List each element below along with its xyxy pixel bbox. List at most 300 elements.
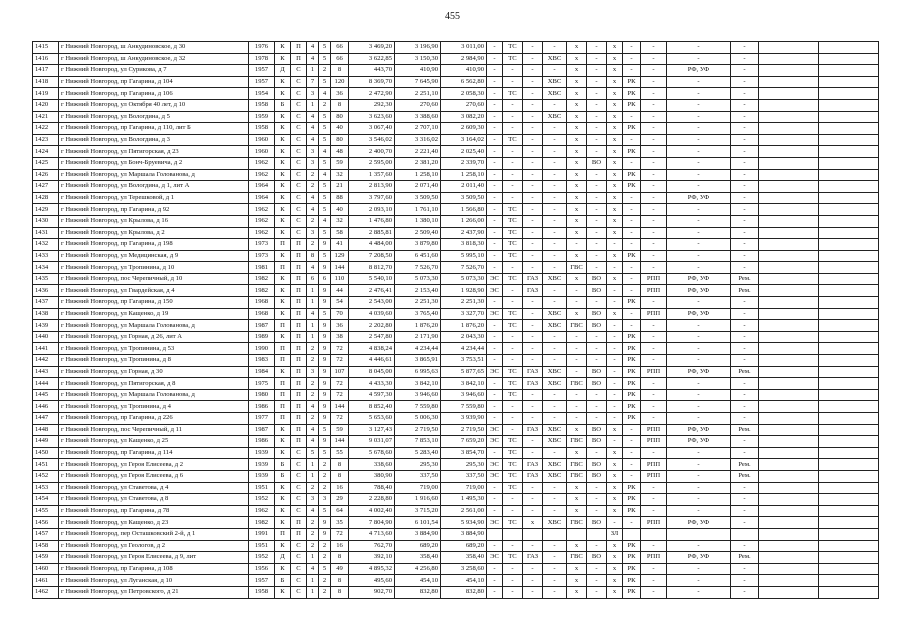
table-cell: ЭС [487,459,503,471]
table-cell: - [567,331,587,343]
address-cell: г Нижний Новгород, ул Героя Елисеева, д 6 [59,470,249,482]
table-cell: - [487,204,503,216]
table-cell: 9 [319,436,331,448]
table-cell: 2 472,90 [349,88,395,100]
table-cell: - [487,575,503,587]
table-cell: - [731,262,759,274]
table-cell: - [587,586,607,598]
table-cell: х [567,586,587,598]
table-cell: 9 [319,343,331,355]
table-cell: 36 [331,88,349,100]
table-cell: - [607,320,623,332]
table-cell: 4 [307,563,319,575]
table-cell: - [641,586,667,598]
table-cell: 3 884,90 [441,528,487,540]
table-cell: 3 [307,366,319,378]
table-cell: 5 [319,227,331,239]
table-cell: 832,80 [441,586,487,598]
table-cell: - [641,505,667,517]
table-cell: К [275,436,291,448]
table-cell: РК [623,505,641,517]
table-cell [819,355,879,367]
address-cell: г Нижний Новгород, пос Черепичный, д 11 [59,424,249,436]
table-cell: 54 [331,297,349,309]
table-cell: - [587,401,607,413]
table-cell: 3 196,90 [395,42,441,54]
table-cell: - [487,378,503,390]
table-cell: 4 [319,215,331,227]
table-cell: К [275,204,291,216]
table-row [33,366,879,378]
table-cell: - [731,65,759,77]
table-cell [759,111,819,123]
table-cell: - [587,563,607,575]
table-cell: РК [623,575,641,587]
table-row [33,389,879,401]
table-cell: ХВС [543,76,567,88]
row-number-cell: 1446 [33,401,59,413]
table-cell: 3 [307,227,319,239]
table-cell: 5 [319,76,331,88]
table-cell [759,42,819,54]
table-cell: - [667,250,731,262]
table-cell: ЗЛ [607,528,623,540]
table-cell: П [291,528,307,540]
table-cell: РФ, УФ [667,65,731,77]
table-cell: 3 818,30 [441,239,487,251]
table-cell: - [523,88,543,100]
table-cell [819,285,879,297]
table-cell: ТС [503,447,523,459]
table-cell: 4 484,00 [349,239,395,251]
table-cell [819,505,879,517]
table-cell: 5 995,10 [441,250,487,262]
table-cell: 1956 [249,563,275,575]
table-cell: - [503,123,523,135]
table-cell: 66 [331,42,349,54]
table-cell: РФ, УФ [667,517,731,529]
table-cell: х [567,204,587,216]
table-cell: 9 [319,239,331,251]
table-row [33,169,879,181]
table-cell: РФ, УФ [667,436,731,448]
table-cell: 8 045,00 [349,366,395,378]
table-cell: 1 [307,320,319,332]
table-cell [759,494,819,506]
table-cell: ТС [503,552,523,564]
table-cell: РФ, УФ [667,273,731,285]
table-cell: - [543,505,567,517]
table-cell: х [567,123,587,135]
table-cell: 3 546,02 [349,134,395,146]
address-cell: г Нижний Новгород, ул Геологов, д 2 [59,540,249,552]
row-number-cell: 1449 [33,436,59,448]
table-cell: С [291,470,307,482]
table-cell: - [623,436,641,448]
table-cell: 4 039,60 [349,308,395,320]
table-cell: х [607,123,623,135]
table-cell: 3 388,60 [395,111,441,123]
table-cell: - [667,575,731,587]
table-cell: П [291,389,307,401]
table-cell: ТС [503,53,523,65]
row-number-cell: 1444 [33,378,59,390]
table-cell [759,123,819,135]
table-cell: - [587,215,607,227]
table-cell: х [607,540,623,552]
table-cell: - [607,285,623,297]
table-cell: - [543,331,567,343]
table-cell: - [523,99,543,111]
table-cell: - [523,157,543,169]
table-cell: 110 [331,273,349,285]
table-cell: - [543,99,567,111]
table-cell: 2 509,40 [395,227,441,239]
table-cell: 6 995,63 [395,366,441,378]
address-cell: г Нижний Новгород, пр Гагарина, д 108 [59,563,249,575]
table-cell: ТС [503,250,523,262]
table-cell: 2 719,50 [441,424,487,436]
table-cell: 5 [319,447,331,459]
table-cell [819,65,879,77]
table-cell: - [523,262,543,274]
address-cell: г Нижний Новгород, пр Гагарина, д 114 [59,447,249,459]
table-cell: С [291,482,307,494]
table-cell [819,459,879,471]
table-cell: 2 251,30 [395,297,441,309]
table-cell: Рем. [731,459,759,471]
table-cell: - [487,355,503,367]
table-cell: х [567,134,587,146]
table-cell: 3 258,60 [441,563,487,575]
table-cell: - [641,389,667,401]
table-cell: 7 559,80 [441,401,487,413]
table-cell: - [487,494,503,506]
table-cell: 55 [331,447,349,459]
table-cell: х [567,505,587,517]
table-cell [819,447,879,459]
table-cell: РК [623,401,641,413]
table-cell: 80 [331,111,349,123]
table-cell [819,517,879,529]
table-cell: х [607,169,623,181]
table-cell: - [731,563,759,575]
table-cell: 2 011,40 [441,181,487,193]
address-cell: г Нижний Новгород, пр Гагарина, д 226 [59,413,249,425]
table-cell: С [291,215,307,227]
table-cell: - [587,123,607,135]
table-cell: К [275,192,291,204]
table-cell: 4 [307,192,319,204]
table-cell: ГАЗ [523,552,543,564]
address-cell: г Нижний Новгород, ул Луганская, д 10 [59,575,249,587]
table-cell: 2 609,30 [441,123,487,135]
table-cell: С [291,111,307,123]
table-cell: - [523,215,543,227]
table-cell: 44 [331,285,349,297]
table-cell: К [275,540,291,552]
table-row [33,215,879,227]
table-cell: РПП [641,470,667,482]
table-cell: - [623,273,641,285]
table-cell: - [623,192,641,204]
table-cell [759,528,819,540]
table-cell: П [291,320,307,332]
table-cell: - [623,424,641,436]
row-number-cell: 1430 [33,215,59,227]
table-cell: - [503,575,523,587]
table-cell: - [607,517,623,529]
table-cell: - [487,331,503,343]
table-cell: х [607,459,623,471]
address-cell: г Нижний Новгород, ул Медицинская, д 9 [59,250,249,262]
table-cell: - [487,389,503,401]
table-cell: - [667,447,731,459]
table-cell: - [543,563,567,575]
table-cell: 1982 [249,285,275,297]
table-row [33,447,879,459]
table-cell: 35 [331,517,349,529]
table-cell: П [275,239,291,251]
table-cell: 9 [319,517,331,529]
row-number-cell: 1434 [33,262,59,274]
address-cell: г Нижний Новгород, пос Черепичный, д 10 [59,273,249,285]
table-cell: 1962 [249,169,275,181]
table-row [33,181,879,193]
table-cell: 2 400,70 [349,146,395,158]
table-cell: 5 [319,134,331,146]
row-number-cell: 1453 [33,482,59,494]
address-cell: г Нижний Новгород, ул Петровского, д 21 [59,586,249,598]
table-cell: 2 547,80 [349,331,395,343]
table-cell: - [543,540,567,552]
table-cell: 38 [331,331,349,343]
table-cell: ВО [587,459,607,471]
table-cell: 7 526,70 [395,262,441,274]
table-cell: - [607,413,623,425]
row-number-cell: 1427 [33,181,59,193]
table-cell: 788,40 [349,482,395,494]
table-cell: 1951 [249,482,275,494]
table-cell: х [567,273,587,285]
table-cell: 1964 [249,192,275,204]
table-cell: х [567,494,587,506]
table-cell: х [607,99,623,111]
table-cell: - [567,401,587,413]
table-cell: 762,70 [349,540,395,552]
table-cell: П [291,355,307,367]
table-cell: 2 [307,517,319,529]
table-cell: - [567,285,587,297]
table-cell [819,575,879,587]
table-cell: 2 437,90 [441,227,487,239]
table-cell: 2 [307,181,319,193]
table-cell: Б [275,99,291,111]
table-cell: 7 804,90 [349,517,395,529]
table-cell: 2 025,40 [441,146,487,158]
table-cell: - [667,76,731,88]
table-cell: РК [623,76,641,88]
table-row [33,401,879,413]
table-cell: - [641,447,667,459]
table-cell: - [503,586,523,598]
table-cell: ХВС [543,308,567,320]
table-cell: 1 380,10 [395,215,441,227]
table-cell: - [587,134,607,146]
table-cell [819,378,879,390]
row-number-cell: 1433 [33,250,59,262]
table-cell: 8 [331,575,349,587]
table-cell: К [275,331,291,343]
table-cell [759,157,819,169]
table-cell: - [641,297,667,309]
table-cell: - [487,482,503,494]
table-cell: - [731,505,759,517]
table-cell: К [275,88,291,100]
table-cell: 72 [331,528,349,540]
table-cell: 7 559,80 [395,401,441,413]
table-cell: 5 073,30 [441,273,487,285]
table-cell: 3 509,50 [395,192,441,204]
page-number: 455 [445,11,460,22]
table-cell: - [523,436,543,448]
row-number-cell: 1450 [33,447,59,459]
table-cell: - [667,134,731,146]
row-number-cell: 1438 [33,308,59,320]
table-cell: Д [275,65,291,77]
row-number-cell: 1428 [33,192,59,204]
table-cell: С [291,157,307,169]
table-cell: - [731,494,759,506]
table-cell: - [567,355,587,367]
table-cell: 9 [319,285,331,297]
table-cell: - [523,53,543,65]
table-cell: ТС [503,436,523,448]
table-cell: - [731,401,759,413]
table-cell: 1982 [249,517,275,529]
table-cell: - [667,470,731,482]
address-cell: г Нижний Новгород, ул Горная, д 30 [59,366,249,378]
table-cell [819,482,879,494]
row-number-cell: 1462 [33,586,59,598]
table-cell: - [523,586,543,598]
table-cell: 4 [307,308,319,320]
table-cell [759,204,819,216]
table-cell: - [587,482,607,494]
table-cell: 4 [307,204,319,216]
table-cell: ЭС [487,517,503,529]
table-cell: ТС [503,482,523,494]
table-cell: 3 946,60 [441,389,487,401]
row-number-cell: 1443 [33,366,59,378]
table-cell: 2 171,90 [395,331,441,343]
table-cell: 1951 [249,540,275,552]
table-cell: 1958 [249,123,275,135]
address-cell: г Нижний Новгород, ул Маршала Голованова, д [59,389,249,401]
table-cell: 3 327,70 [441,308,487,320]
table-cell: - [667,204,731,216]
table-cell: х [567,181,587,193]
table-cell: - [503,111,523,123]
table-cell: - [487,586,503,598]
table-cell: 4 234,44 [441,343,487,355]
table-cell: - [523,505,543,517]
table-cell: х [607,88,623,100]
row-number-cell: 1425 [33,157,59,169]
table-cell [819,436,879,448]
table-cell: - [641,401,667,413]
table-cell: - [731,146,759,158]
table-cell: - [731,482,759,494]
table-cell: - [623,157,641,169]
row-number-cell: 1458 [33,540,59,552]
table-cell: - [487,146,503,158]
table-cell: П [291,343,307,355]
table-cell: - [543,134,567,146]
table-cell: 454,10 [395,575,441,587]
table-cell: 832,80 [395,586,441,598]
table-cell: 2 228,80 [349,494,395,506]
address-cell: г Нижний Новгород, ул Крылова, д 16 [59,215,249,227]
table-cell: х [607,146,623,158]
table-cell: 41 [331,239,349,251]
table-cell: - [731,378,759,390]
table-cell: 719,00 [395,482,441,494]
table-cell: - [503,181,523,193]
table-cell: 40 [331,204,349,216]
table-cell: ГВС [567,470,587,482]
table-cell: РПП [641,308,667,320]
table-row [33,540,879,552]
table-cell: РК [623,181,641,193]
table-cell: - [587,447,607,459]
table-row [33,320,879,332]
table-cell: - [523,134,543,146]
table-cell: П [291,297,307,309]
table-cell: х [607,308,623,320]
table-cell: 1964 [249,181,275,193]
table-cell: 2 153,40 [395,285,441,297]
table-cell: 1962 [249,215,275,227]
table-cell: 2 813,90 [349,181,395,193]
table-cell: - [543,494,567,506]
table-cell: ВО [587,308,607,320]
table-cell: - [623,42,641,54]
table-cell: 8 852,40 [349,401,395,413]
table-cell: х [607,424,623,436]
table-cell: - [607,389,623,401]
table-cell: х [567,111,587,123]
row-number-cell: 1436 [33,285,59,297]
table-cell: 3 622,85 [349,53,395,65]
table-cell: - [667,378,731,390]
table-cell: 292,30 [349,99,395,111]
table-row [33,192,879,204]
table-cell: ГВС [567,436,587,448]
table-cell: РФ, УФ [667,366,731,378]
table-cell: - [587,88,607,100]
table-cell: 5 283,40 [395,447,441,459]
table-cell: РФ, УФ [667,552,731,564]
table-cell: 2 [319,575,331,587]
table-cell: 4 446,61 [349,355,395,367]
table-cell: 3 797,60 [349,192,395,204]
table-cell: - [587,540,607,552]
table-cell: - [587,181,607,193]
table-cell: 129 [331,250,349,262]
table-cell: К [275,285,291,297]
table-cell: - [607,343,623,355]
